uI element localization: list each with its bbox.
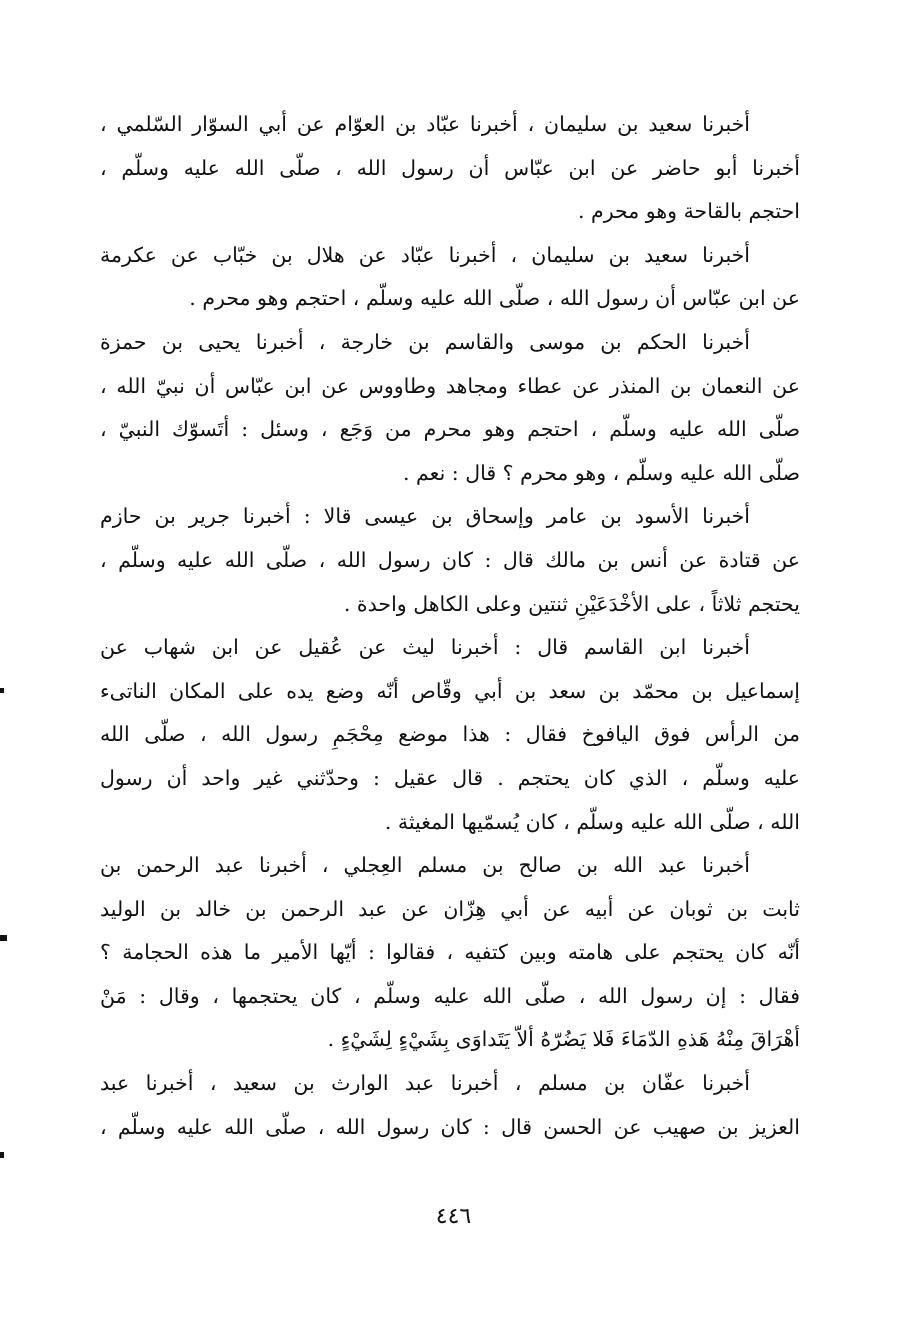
page-number: ٤٤٦	[435, 1204, 472, 1229]
scan-margin-mark	[0, 688, 4, 693]
text-line: أخبرنا أبو حاضر عن ابن عبّاس أن رسول الله ، صلّى الله عليه وسلّم ،	[100, 155, 800, 180]
scan-margin-mark	[0, 935, 7, 941]
text-line: عن قتادة عن أنس بن مالك قال : كان رسول الله ، صلّى الله عليه وسلّم ،	[100, 547, 800, 572]
text-line: عن النعمان بن المنذر عن عطاء ومجاهد وطاووس عن ابن عبّاس أن نبيّ الله ،	[100, 373, 800, 398]
text-line: أخبرنا سعيد بن سليمان ، أخبرنا عبّاد عن هلال بن خبّاب عن عكرمة	[100, 242, 750, 267]
text-line: أخبرنا ابن القاسم قال : أخبرنا ليث عن عُقيل عن ابن شهاب عن	[100, 635, 750, 660]
scan-margin-mark	[0, 1152, 4, 1158]
text-line: فقال : إن رسول الله ، صلّى الله عليه وسلّم ، كان يحتجمها ، وقال : مَنْ	[100, 983, 800, 1008]
text-line: عن ابن عبّاس أن رسول الله ، صلّى الله عليه وسلّم ، احتجم وهو محرم .	[189, 286, 800, 311]
text-line: أخبرنا عبد الله بن صالح بن مسلم العِجلي ، أخبرنا عبد الرحمن بن	[100, 853, 750, 878]
text-line: صلّى الله عليه وسلّم ، وهو محرم ؟ قال : نعم .	[403, 460, 800, 485]
body-text	[100, 103, 800, 1149]
text-line: من الرأس فوق اليافوخ فقال : هذا موضع مِحْجَمِ رسول الله ، صلّى الله	[100, 722, 800, 747]
text-line: أنّه كان يحتجم على هامته وبين كتفيه ، فقالوا : أيّها الأمير ما هذه الحجامة ؟	[100, 940, 800, 965]
text-line: عليه وسلّم ، الذي كان يحتجم . قال عقيل : وحدّثني غير واحد أن رسول	[100, 765, 800, 790]
text-line: الله ، صلّى الله عليه وسلّم ، كان يُسمّيها المغيثة .	[384, 809, 800, 834]
text-line: أهْرَاقَ مِنْهُ هَذهِ الدّمَاءَ فَلا يَضُرّهُ ألاّ يَتَداوَى بِشَيْءٍ لِشَيْءٍ .	[327, 1027, 800, 1052]
text-line: ثابت بن ثوبان عن أبيه عن أبي هِزّان عن عبد الرحمن بن خالد بن الوليد	[100, 896, 800, 921]
text-line: أخبرنا سعيد بن سليمان ، أخبرنا عبّاد بن العوّام عن أبي السوّار السّلمي ،	[100, 112, 750, 136]
text-line: أخبرنا الأسود بن عامر وإسحاق بن عيسى قالا : أخبرنا جرير بن حازم	[100, 504, 750, 529]
text-line: صلّى الله عليه وسلّم ، احتجم وهو محرم من وَجَع ، وسئل : أتَسوّك النبيّ ،	[100, 417, 800, 442]
text-line: احتجم بالقاحة وهو محرم .	[577, 199, 800, 224]
text-line: العزيز بن صهيب عن الحسن قال : كان رسول الله ، صلّى الله عليه وسلّم ،	[100, 1114, 800, 1139]
text-line: يحتجم ثلاثاً ، على الأخْدَعَيْنِ ثنتين وعلى الكاهل واحدة .	[343, 591, 800, 616]
text-line: إسماعيل بن محمّد بن سعد بن أبي وقّاص أنّه وضع يده على المكان الناتىء	[100, 678, 800, 703]
text-line: أخبرنا عفّان بن مسلم ، أخبرنا عبد الوارث بن سعيد ، أخبرنا عبد	[100, 1071, 750, 1096]
text-line: أخبرنا الحكم بن موسى والقاسم بن خارجة ، أخبرنا يحيى بن حمزة	[100, 329, 750, 354]
